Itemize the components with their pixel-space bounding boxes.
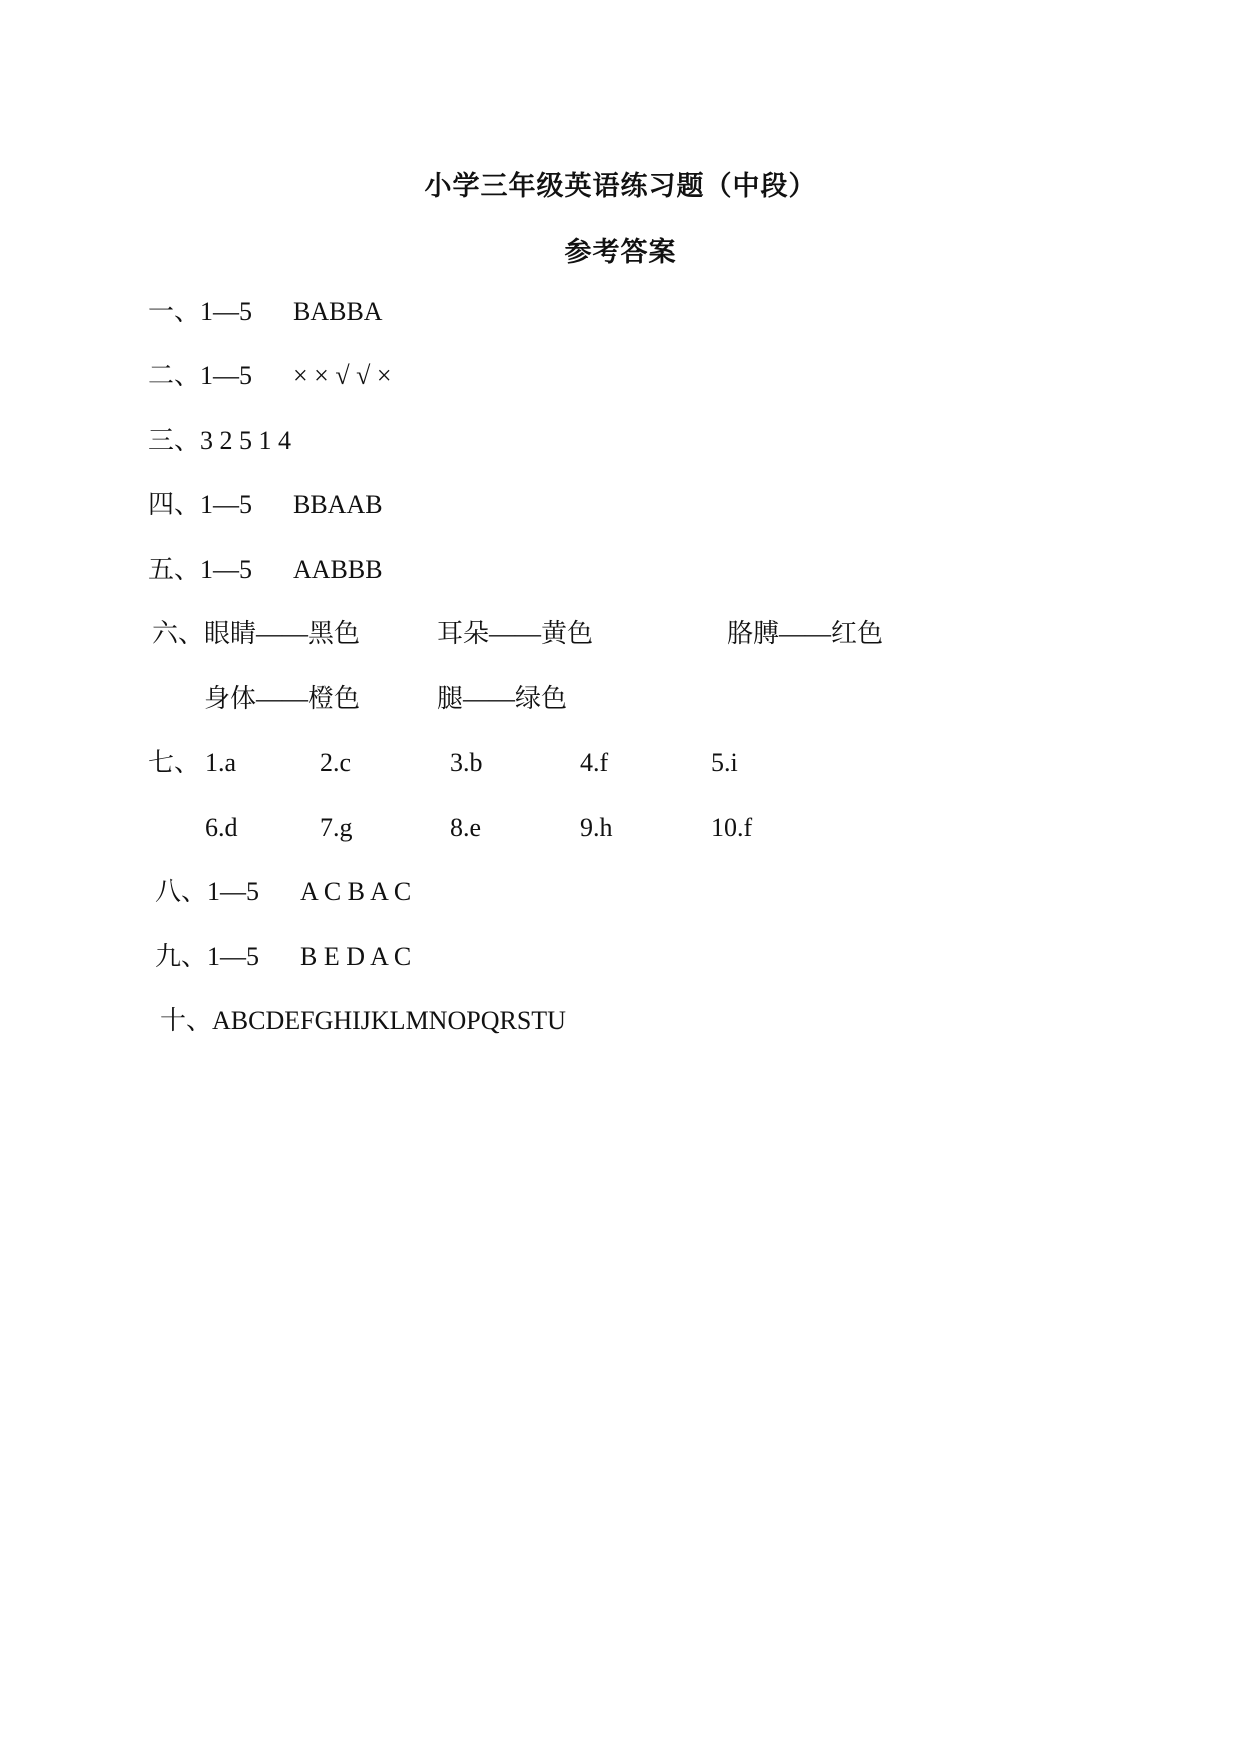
answer-label-3: 三、3 2 5 1 4 (148, 426, 292, 455)
answer-value-4: BBAAB (293, 490, 383, 519)
answer-7-item-5: 5.i (711, 748, 738, 777)
answer-6-item-1: 眼睛——黑色 (204, 619, 361, 648)
answer-7-item-8: 8.e (450, 813, 482, 842)
answer-label-9: 九、1—5 (155, 942, 260, 971)
answer-label-10: 十、ABCDEFGHIJKLMNOPQRSTU (160, 1006, 566, 1035)
answer-6-item-4: 身体——橙色 (204, 684, 361, 713)
answer-label-2: 二、1—5 (148, 361, 253, 390)
page-title: 小学三年级英语练习题（中段） (424, 171, 817, 201)
answer-7-item-10: 10.f (711, 813, 753, 842)
answer-label-5: 五、1—5 (148, 555, 253, 584)
answer-label-8: 八、1—5 (155, 877, 260, 906)
answer-7-item-6: 6.d (205, 813, 238, 842)
answer-7-item-3: 3.b (450, 748, 483, 777)
answer-7-item-1: 1.a (205, 748, 237, 777)
page-subtitle: 参考答案 (564, 237, 677, 267)
answer-value-1: BABBA (293, 297, 383, 326)
answer-label-7: 七、 (148, 748, 201, 777)
answer-6-item-2: 耳朵——黄色 (437, 619, 594, 648)
answer-value-9: B E D A C (300, 942, 412, 971)
answer-label-4: 四、1—5 (148, 490, 253, 519)
answer-7-item-4: 4.f (580, 748, 609, 777)
answer-7-item-7: 7.g (320, 813, 353, 842)
answer-value-2: × × √ √ × (293, 361, 392, 390)
answer-label-1: 一、1—5 (148, 297, 253, 326)
answer-label-6: 六、 (152, 619, 205, 648)
answer-7-item-9: 9.h (580, 813, 613, 842)
answer-7-item-2: 2.c (320, 748, 352, 777)
answer-6-item-5: 腿——绿色 (437, 684, 568, 713)
answer-value-8: A C B A C (300, 877, 412, 906)
answer-6-item-3: 胳膊——红色 (727, 619, 884, 648)
answer-value-5: AABBB (293, 555, 383, 584)
